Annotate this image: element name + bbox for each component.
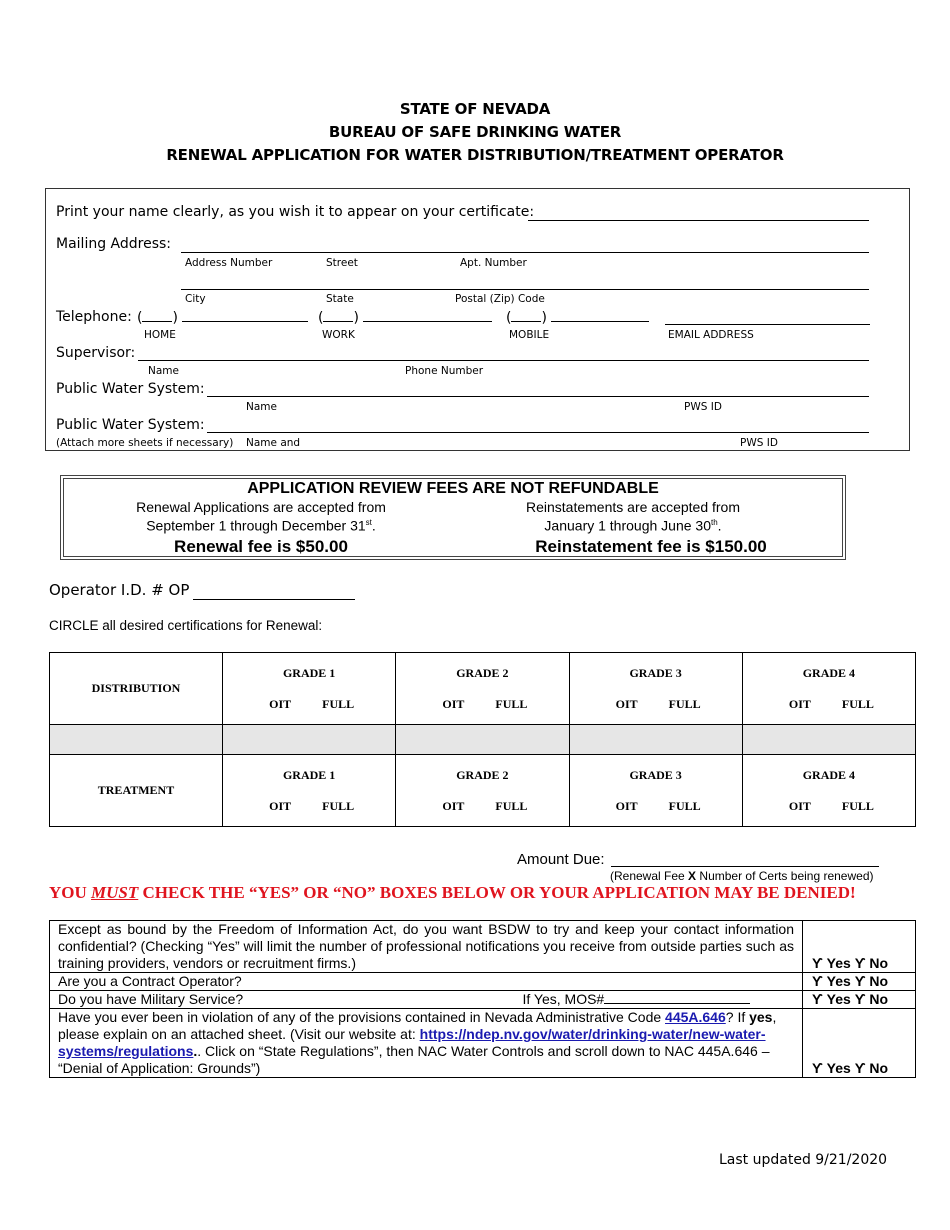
distribution-grade-1[interactable]: GRADE 1 OIT FULL [223,653,396,725]
questions-table [49,920,916,1078]
pws-input-line-2[interactable] [207,432,869,433]
distribution-label: DISTRIBUTION [50,653,223,725]
attach-note: (Attach more sheets if necessary) [56,437,234,449]
work-phone-field[interactable]: ( ) [318,309,492,326]
pws-label-1: Public Water System: [56,381,205,397]
question-violation: Have you ever been in violation of any of the provisions contained in Nevada Administrative Code 445A.646? If yes, please explain on an attached sheet. (Visit our website at: https://ndep.nv.gov/water/drinking-water/new-water-systems/regulations.. Click on “State Regulations”, then NAC Water Controls and scroll down to NAC 445A.646 – “Denial of Application: Grounds”) [50,1009,803,1078]
yes-no-violation[interactable]: ϒ Yes ϒ No [803,1009,916,1078]
header-state: STATE OF NEVADA [399,100,551,118]
postal-caption: Postal (Zip) Code [455,293,545,305]
certification-table [49,652,916,827]
circle-instruction: CIRCLE all desired certifications for Renewal: [49,618,323,633]
amount-due-note: (Renewal Fee X Number of Certs being renewed) [610,869,874,883]
mailing-address-line-2[interactable] [181,289,869,290]
header-bureau: BUREAU OF SAFE DRINKING WATER [328,123,622,141]
print-name-label: Print your name clearly, as you wish it to appear on your certificate: [56,204,535,220]
supervisor-label: Supervisor: [56,345,136,361]
reinstatement-fee: Reinstatement fee is $150.00 [535,537,767,556]
pws-id-caption-1: PWS ID [684,401,722,413]
mobile-caption: MOBILE [509,329,550,341]
telephone-label: Telephone: [56,309,132,325]
mailing-address-label: Mailing Address: [56,236,172,252]
pws-input-line-1[interactable] [207,396,869,397]
header-title: RENEWAL APPLICATION FOR WATER DISTRIBUTION/TREATMENT OPERATOR [166,146,784,164]
work-caption: WORK [322,329,355,341]
treatment-grade-1[interactable]: GRADE 1 OIT FULL [223,755,396,827]
question-row-contract [50,973,916,991]
renewal-period: Renewal Applications are accepted from September 1 through December 31st. [136,499,386,534]
distribution-grade-2[interactable]: GRADE 2 OIT FULL [396,653,569,725]
separator-row [50,725,916,755]
pws-label-2: Public Water System: [56,417,205,433]
street-caption: Street [326,257,358,269]
fees-title: APPLICATION REVIEW FEES ARE NOT REFUNDABLE [247,480,659,497]
city-caption: City [185,293,206,305]
yes-no-military[interactable]: ϒ Yes ϒ No [803,991,916,1009]
state-caption: State [326,293,354,305]
pws-name-caption-1: Name [246,401,277,413]
supervisor-name-caption: Name [148,365,179,377]
operator-id-label: Operator I.D. # OP [49,581,190,599]
renewal-fee: Renewal fee is $50.00 [174,537,348,556]
home-caption: HOME [144,329,176,341]
yes-no-confidential[interactable]: ϒ Yes ϒ No [803,921,916,973]
apt-number-caption: Apt. Number [460,257,527,269]
pws-name-caption-2: Name and [246,437,301,449]
distribution-grade-3[interactable]: GRADE 3 OIT FULL [569,653,742,725]
address-number-caption: Address Number [185,257,273,269]
distribution-grade-4[interactable]: GRADE 4 OIT FULL [742,653,915,725]
supervisor-input-line[interactable] [138,360,869,361]
warning-text: YOU MUST CHECK THE “YES” OR “NO” BOXES BELOW OR YOUR APPLICATION MAY BE DENIED! [49,883,856,902]
last-updated: Last updated 9/21/2020 [719,1152,888,1168]
treatment-grade-3[interactable]: GRADE 3 OIT FULL [569,755,742,827]
question-confidential: Except as bound by the Freedom of Information Act, do you want BSDW to try and keep your contact information confidential? (Checking “Yes” will limit the number of professional notifications you receive from outside parties such as training providers, vendors or recruitment firms.) [50,921,803,973]
mailing-address-line-1[interactable] [181,252,869,253]
treatment-grade-4[interactable]: GRADE 4 OIT FULL [742,755,915,827]
phone-number-caption: Phone Number [405,365,484,377]
operator-id-input-line[interactable] [193,599,355,600]
pws-id-caption-2: PWS ID [740,437,778,449]
treatment-row [50,755,916,827]
distribution-row [50,653,916,725]
reinstatement-period: Reinstatements are accepted from January 1 through June 30th. [526,499,740,534]
home-phone-field[interactable]: ( ) [137,309,308,326]
amount-due-input-line[interactable] [611,866,879,867]
amount-due-label: Amount Due: [517,851,605,868]
email-caption: EMAIL ADDRESS [668,329,754,341]
ndep-regulations-link[interactable]: https://ndep.nv.gov/water/drinking-water/new-water-systems/regulations [58,1026,766,1059]
question-military: Do you have Military Service? If Yes, MOS# [50,991,803,1009]
yes-no-contract-operator[interactable]: ϒ Yes ϒ No [803,973,916,991]
question-row-confidential [50,921,916,973]
treatment-grade-2[interactable]: GRADE 2 OIT FULL [396,755,569,827]
question-row-violation [50,1009,916,1078]
question-contract-operator: Are you a Contract Operator? [50,973,803,991]
email-input-line[interactable] [665,324,870,325]
mobile-phone-field[interactable]: ( ) [506,309,649,326]
name-input-line[interactable] [528,220,869,221]
question-row-military [50,991,916,1009]
nac-445a646-link[interactable]: 445A.646 [665,1009,726,1025]
treatment-label: TREATMENT [50,755,223,827]
